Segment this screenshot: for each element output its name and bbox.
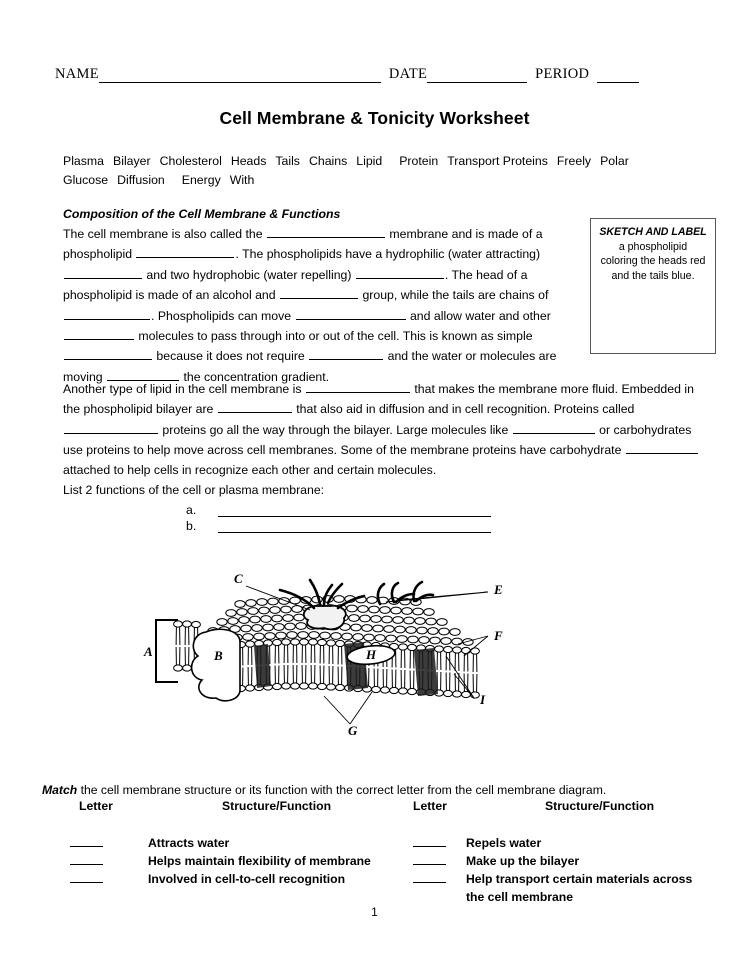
paragraph-proteins (63, 379, 700, 480)
list-functions-prompt: List 2 functions of the cell or plasma membrane: (63, 483, 325, 497)
match-item-text: Help transport certain materials across the cell membrane (466, 872, 693, 904)
text-run: . Phospholipids can move (151, 308, 295, 323)
match-answer-blank[interactable] (70, 852, 103, 865)
sketch-and-label-box[interactable] (590, 218, 716, 354)
period-label: PERIOD (535, 66, 590, 82)
text-run: . The head of a phospholipid is made of an alcohol and (63, 267, 528, 303)
fill-blank[interactable] (64, 346, 152, 360)
match-answer-blank[interactable] (70, 834, 103, 847)
text-run: and the water or molecules are moving (63, 349, 557, 384)
match-answer-blank[interactable] (413, 834, 446, 847)
word-bank (63, 152, 663, 190)
match-prompt-text: the cell membrane structure or its function with the correct letter from the cell membrane diagram. (77, 783, 607, 797)
word-bank-item: Transport Proteins (447, 154, 548, 168)
match-header-structure-1: Structure/Function (222, 799, 332, 813)
match-item-text: Helps maintain flexibility of membrane (148, 854, 371, 868)
match-item-text: Attracts water (148, 836, 230, 850)
word-bank-item: Chains (308, 154, 348, 168)
match-item-text: Involved in cell-to-cell recognition (148, 872, 346, 886)
diagram-label-a: A (144, 644, 153, 659)
sketch-box-text: a phospholipid coloring the heads red and the tails blue. (600, 240, 706, 282)
match-header-letter-2: Letter (413, 799, 447, 813)
word-bank-item: Polar (600, 154, 629, 168)
function-line-a (186, 503, 491, 517)
word-bank-item: Tails (275, 154, 300, 168)
diagram-label-b: B (214, 648, 223, 663)
word-bank-item: Cholesterol (159, 154, 222, 168)
match-answer-blank[interactable] (70, 870, 103, 883)
text-run: and allow water and other (406, 308, 551, 323)
cell-membrane-diagram (128, 558, 518, 740)
word-bank-item: Bilayer (113, 154, 151, 168)
text-run: group, while the tails are chains of (359, 288, 549, 303)
diagram-label-c: C (234, 571, 243, 586)
fill-blank[interactable] (626, 440, 698, 454)
diagram-label-e: E (494, 582, 503, 597)
name-label: NAME (55, 66, 99, 82)
item-letter-a: a. (186, 503, 197, 517)
diagram-label-f: F (494, 628, 503, 643)
text-run: The cell membrane is also called the (63, 227, 266, 241)
word-bank-item: Energy (181, 173, 221, 187)
word-bank-item: Lipid (356, 154, 383, 168)
fill-blank[interactable] (356, 265, 444, 279)
fill-blank[interactable] (280, 285, 358, 299)
text-run: the concentration gradient. (180, 369, 330, 384)
section-heading: Composition of the Cell Membrane & Functions (63, 207, 341, 221)
word-bank-item: Protein (399, 154, 439, 168)
fill-blank[interactable] (218, 399, 292, 413)
function-blank-a[interactable] (218, 504, 491, 517)
paragraph-composition (63, 224, 568, 387)
match-item-text: Repels water (466, 836, 542, 850)
match-answer-blank[interactable] (413, 870, 446, 883)
student-info-line (55, 66, 695, 83)
fill-blank[interactable] (64, 420, 158, 434)
word-bank-item: Heads (230, 154, 267, 168)
fill-blank[interactable] (309, 346, 383, 360)
word-bank-item: Glucose (63, 173, 109, 187)
date-label: DATE (388, 66, 428, 82)
word-bank-item: Freely (556, 154, 592, 168)
text-run: that also aid in diffusion and in cell recognition. Proteins called (292, 402, 635, 417)
text-run: membrane and is made of a phospholipid (63, 227, 543, 262)
fill-blank[interactable] (267, 224, 385, 238)
text-run: Another type of lipid in the cell membrane is (63, 382, 305, 396)
match-item-text: Make up the bilayer (466, 854, 580, 868)
text-run: because it does not require (153, 349, 309, 364)
name-blank[interactable] (99, 69, 381, 83)
match-prompt-emphasis: Match (42, 783, 78, 797)
fill-blank[interactable] (64, 326, 134, 340)
function-line-b (186, 519, 491, 533)
word-bank-item: Diffusion (117, 173, 165, 187)
text-run: molecules to pass through into or out of the cell. This is known as simple (135, 329, 533, 344)
date-blank[interactable] (427, 69, 527, 83)
word-bank-item: With (229, 173, 255, 187)
diagram-label-h: H (366, 647, 377, 662)
fill-blank[interactable] (296, 306, 406, 320)
page-number: 1 (371, 905, 378, 919)
item-letter-b: b. (186, 519, 197, 533)
fill-blank[interactable] (513, 420, 595, 434)
text-run: and two hydrophobic (water repelling) (143, 267, 355, 282)
function-blank-b[interactable] (218, 520, 491, 533)
fill-blank[interactable] (136, 244, 234, 258)
word-bank-item: Plasma (63, 154, 105, 168)
text-run: proteins go all the way through the bilayer. Large molecules like (159, 422, 512, 437)
diagram-label-g: G (348, 723, 358, 738)
fill-blank[interactable] (306, 379, 410, 393)
diagram-label-i: I (480, 692, 486, 707)
match-header-letter-1: Letter (79, 799, 113, 813)
match-header-structure-2: Structure/Function (545, 799, 655, 813)
text-run: that makes the membrane more fluid. Embedded in the phospholipid bilayer are (63, 382, 694, 417)
period-blank[interactable] (597, 69, 639, 83)
match-prompt (42, 783, 606, 797)
text-run: attached to help cells in recognize each other and certain molecules. (63, 462, 437, 477)
text-run: . The phospholipids have a hydrophilic (water attracting) (235, 247, 541, 262)
fill-blank[interactable] (64, 265, 142, 279)
text-run: or carbohydrates use proteins to help move across cell membranes. Some of the membrane proteins have carbohydrate (63, 422, 692, 458)
page-title: Cell Membrane & Tonicity Worksheet (219, 108, 530, 128)
match-answer-blank[interactable] (413, 852, 446, 865)
fill-blank[interactable] (64, 306, 150, 320)
sketch-box-emphasis: SKETCH AND LABEL (599, 226, 707, 238)
